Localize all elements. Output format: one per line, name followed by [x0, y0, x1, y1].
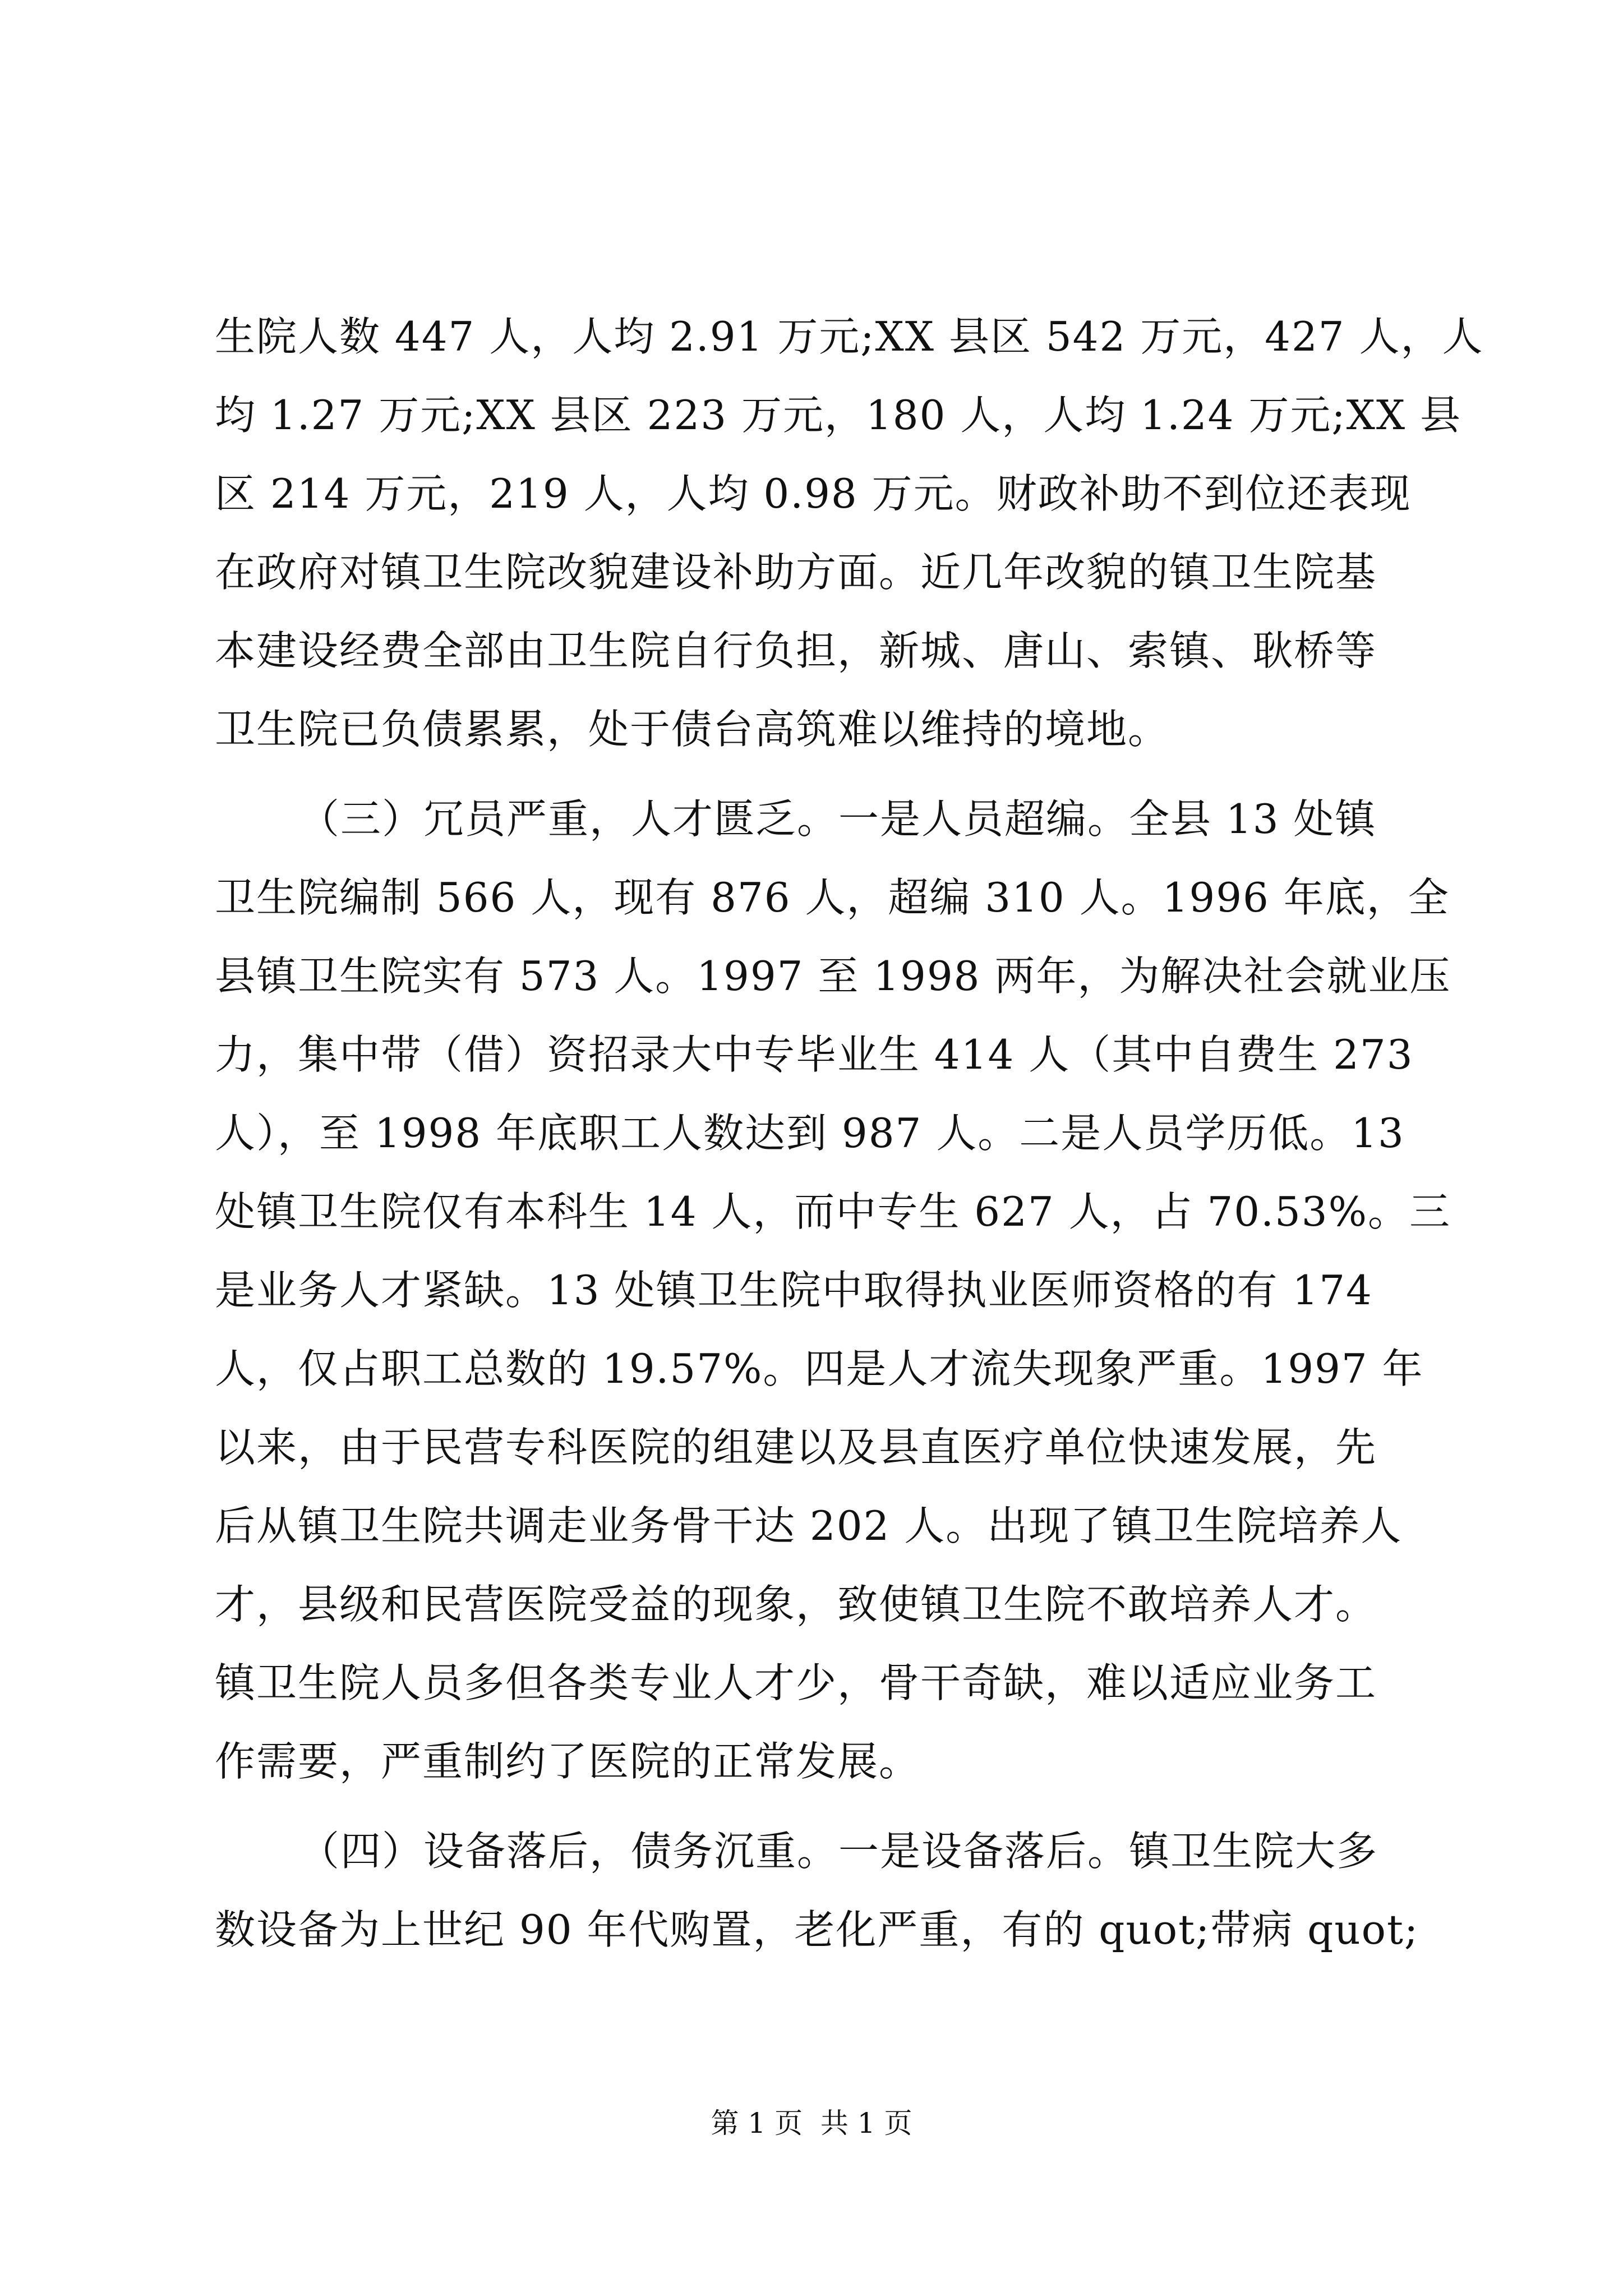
- text-line: 才，县级和民营医院受益的现象，致使镇卫生院不敢培养人才。: [215, 1581, 1377, 1628]
- paragraph-gap: [215, 1801, 1426, 1812]
- page-footer: 第 1 页 共 1 页: [711, 2107, 912, 2139]
- paragraph-funding: [215, 297, 1484, 769]
- paragraph-gap: [215, 769, 1426, 780]
- text-line: 镇卫生院人员多但各类专业人才少，骨干奇缺，难以适应业务工: [215, 1659, 1377, 1706]
- text-line: （四）设备落后，债务沉重。一是设备落后。镇卫生院大多: [299, 1828, 1378, 1875]
- text-line: 是业务人才紧缺。13 处镇卫生院中取得执业医师资格的有 174: [215, 1267, 1373, 1314]
- text-line: 人），至 1998 年底职工人数达到 987 人。二是人员学历低。13: [215, 1110, 1405, 1157]
- text-line: 人，仅占职工总数的 19.57%。四是人才流失现象严重。1997 年: [215, 1345, 1424, 1392]
- text-line: 后从镇卫生院共调走业务骨干达 202 人。出现了镇卫生院培养人: [215, 1502, 1403, 1549]
- text-line: 处镇卫生院仅有本科生 14 人，而中专生 627 人，占 70.53%。三: [215, 1188, 1451, 1235]
- text-line: 在政府对镇卫生院改貌建设补助方面。近几年改貌的镇卫生院基: [215, 549, 1377, 596]
- paragraph-staffing: [215, 780, 1451, 1801]
- text-line: 本建设经费全部由卫生院自行负担，新城、唐山、索镇、耿桥等: [215, 627, 1377, 674]
- text-line: 区 214 万元，219 人，人均 0.98 万元。财政补助不到位还表现: [215, 470, 1412, 517]
- text-line: 均 1.27 万元;XX 县区 223 万元，180 人，人均 1.24 万元;XX 县: [215, 392, 1462, 439]
- text-line: （三）冗员严重，人才匮乏。一是人员超编。全县 13 处镇: [299, 795, 1377, 843]
- document-body: [215, 297, 1484, 1969]
- text-line: 数设备为上世纪 90 年代购置，老化严重，有的 quot;带病 quot;: [215, 1906, 1419, 1953]
- text-line: 作需要，严重制约了医院的正常发展。: [215, 1738, 921, 1785]
- paragraph-equipment: [215, 1812, 1426, 1969]
- text-line: 县镇卫生院实有 573 人。1997 至 1998 两年，为解决社会就业压: [215, 953, 1451, 1000]
- text-line: 生院人数 447 人，人均 2.91 万元;XX 县区 542 万元，427 人，人: [215, 313, 1484, 360]
- text-line: 以来，由于民营专科医院的组建以及县直医疗单位快速发展，先: [215, 1424, 1377, 1471]
- text-line: 卫生院编制 566 人，现有 876 人，超编 310 人。1996 年底，全: [215, 874, 1450, 921]
- text-line: 卫生院已负债累累，处于债台高筑难以维持的境地。: [215, 706, 1170, 753]
- text-line: 力，集中带（借）资招录大中专毕业生 414 人（其中自费生 273: [215, 1031, 1414, 1078]
